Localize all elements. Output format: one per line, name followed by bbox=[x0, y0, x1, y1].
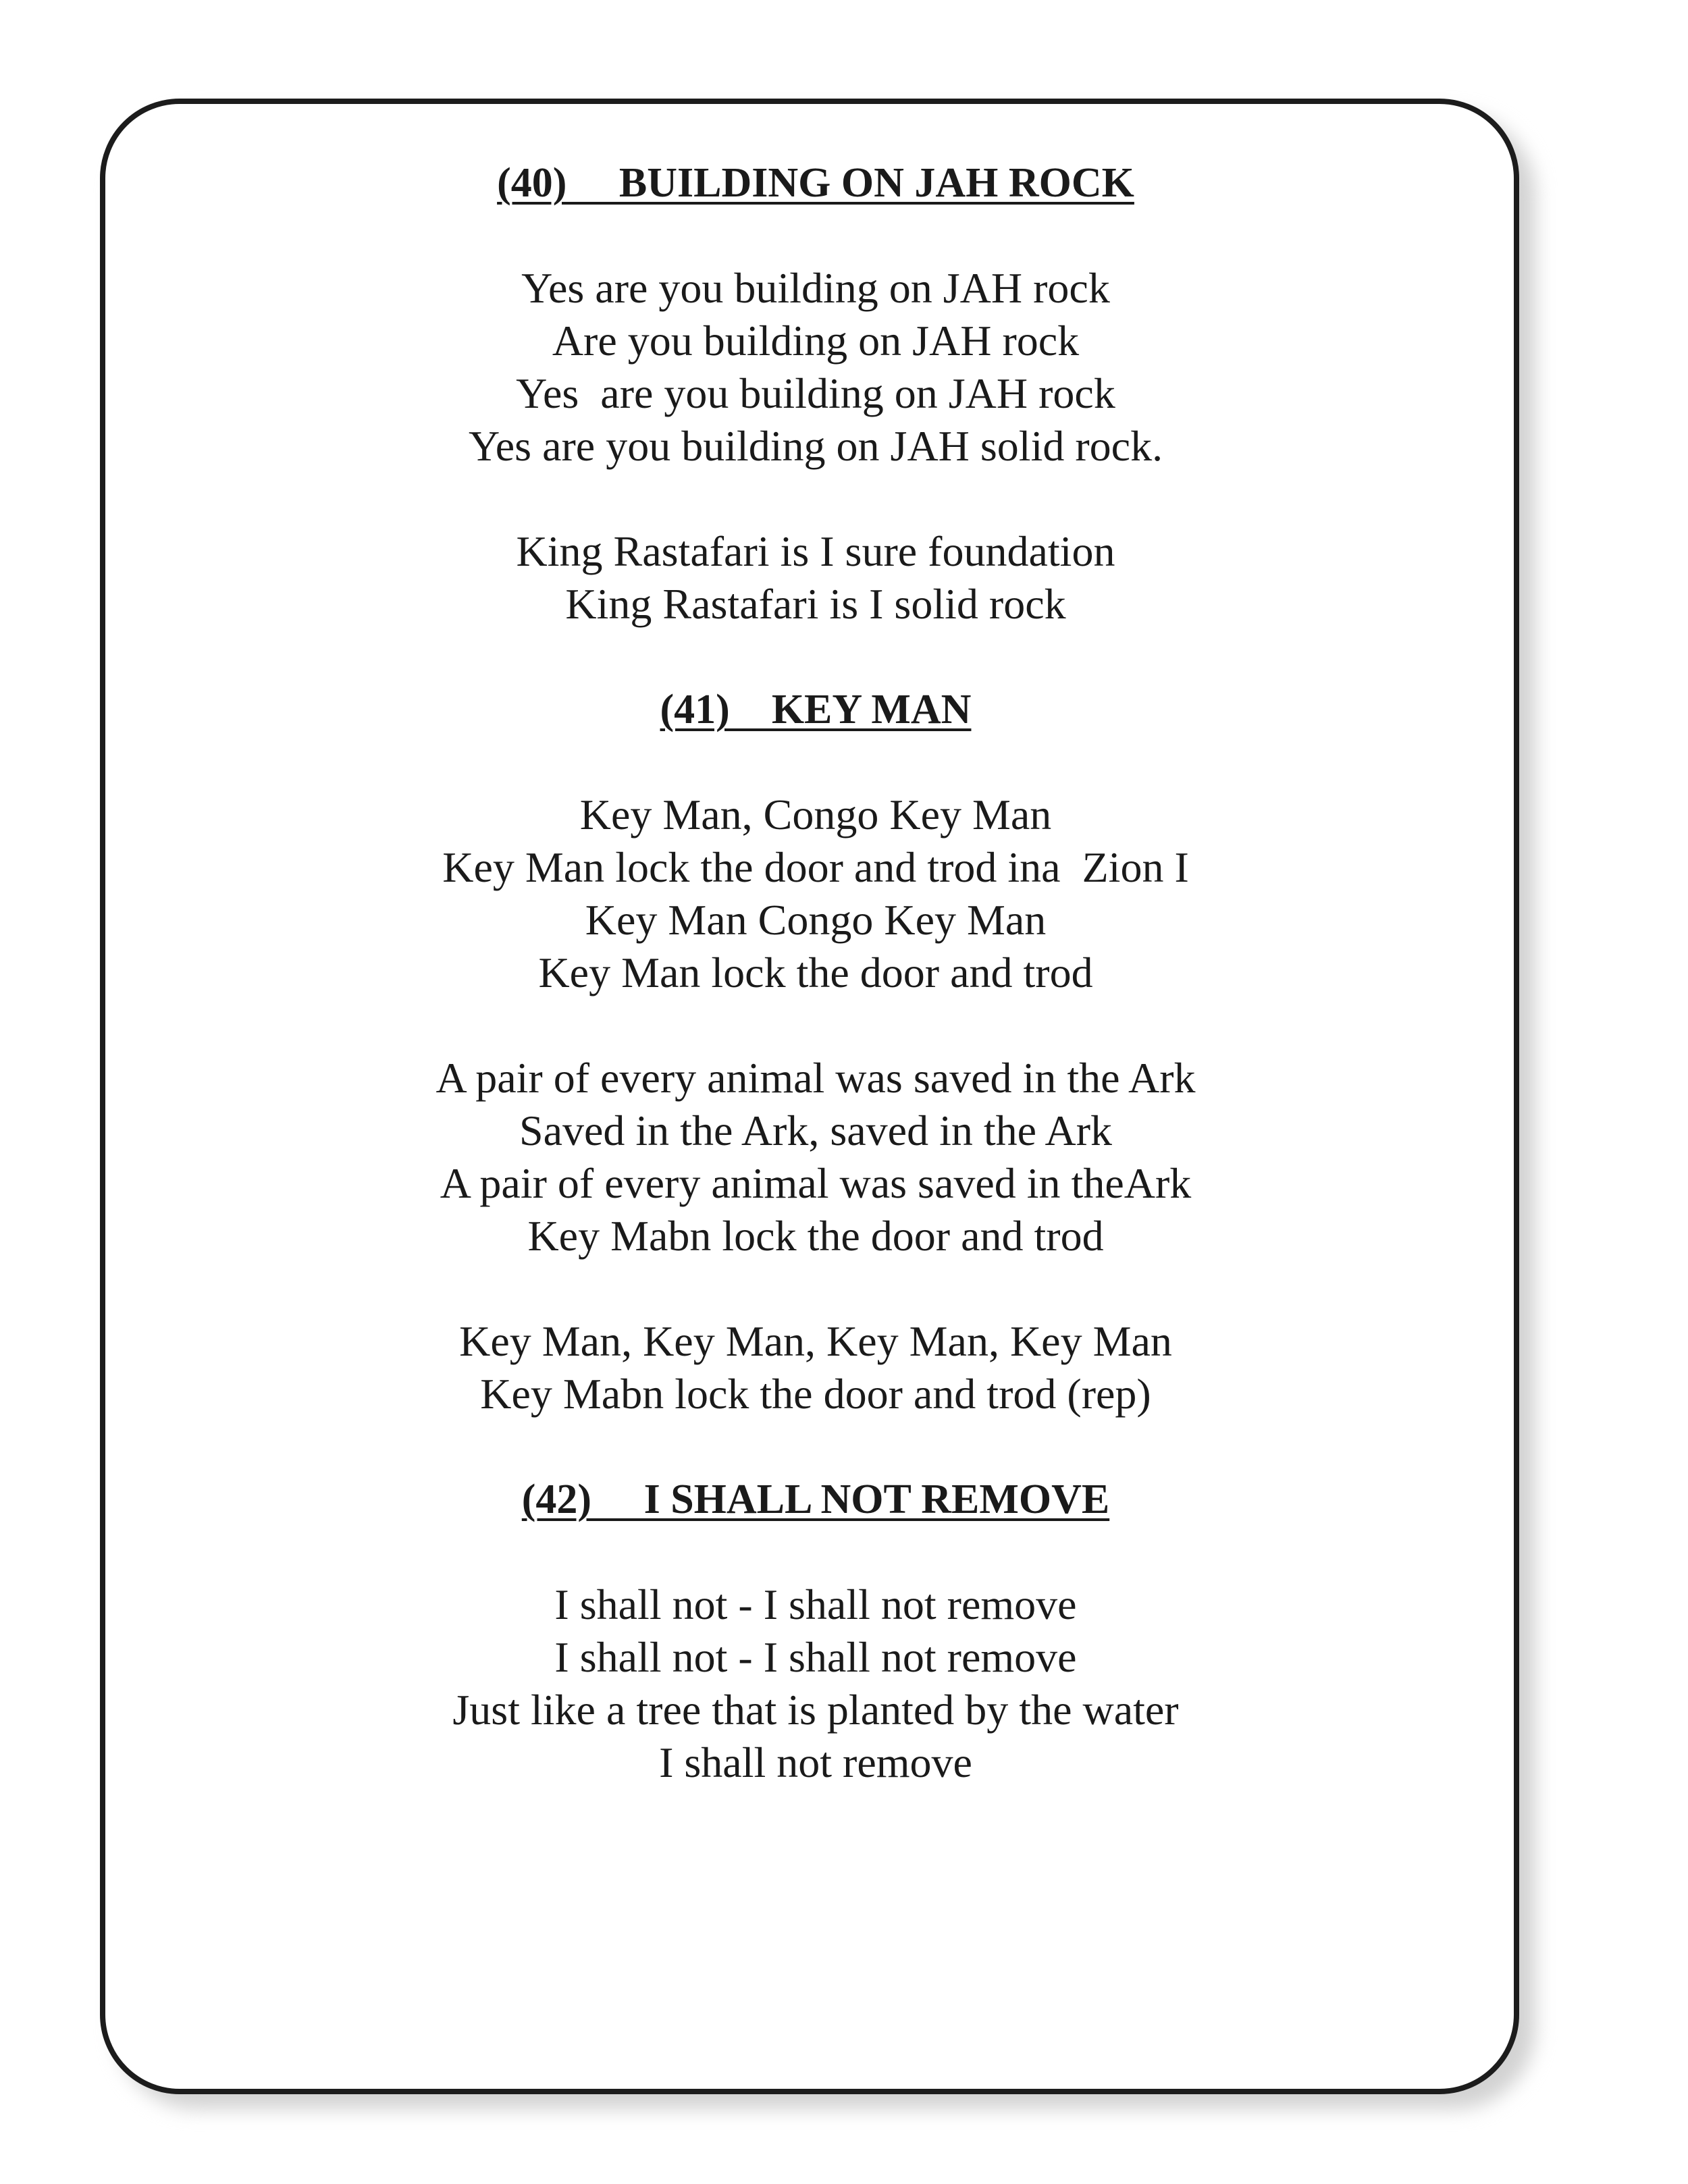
lyric-line: I shall not - I shall not remove bbox=[554, 1580, 1077, 1628]
lyric-line: King Rastafari is I solid rock bbox=[565, 580, 1066, 628]
lyric-line: Yes are you building on JAH rock bbox=[516, 369, 1115, 417]
lyric-line: Key Man Congo Key Man bbox=[585, 896, 1047, 944]
lyric-line: Are you building on JAH rock bbox=[552, 317, 1080, 365]
song-title: (42) I SHALL NOT REMOVE bbox=[521, 1476, 1110, 1522]
song-42 bbox=[0, 1473, 1631, 1789]
lyric-line: Key Mabn lock the door and trod bbox=[527, 1212, 1104, 1260]
lyric-line: I shall not remove bbox=[659, 1738, 972, 1786]
lyric-line: King Rastafari is I sure foundation bbox=[516, 527, 1115, 575]
song-title: (40) BUILDING ON JAH ROCK bbox=[497, 160, 1134, 206]
lyrics-page bbox=[0, 157, 1631, 1789]
song-title: (41) KEY MAN bbox=[660, 687, 972, 733]
lyric-line: A pair of every animal was saved in theArk bbox=[440, 1159, 1192, 1207]
lyric-line: A pair of every animal was saved in the Ark bbox=[436, 1054, 1196, 1102]
lyric-line: Yes are you building on JAH solid rock. bbox=[468, 422, 1163, 470]
lyric-line: Key Man lock the door and trod bbox=[538, 949, 1093, 996]
song-41 bbox=[0, 683, 1631, 1420]
song-40 bbox=[0, 157, 1631, 631]
lyric-line: Saved in the Ark, saved in the Ark bbox=[519, 1107, 1113, 1154]
lyric-line: Key Man lock the door and trod ina Zion I bbox=[442, 843, 1189, 891]
lyric-line: I shall not - I shall not remove bbox=[554, 1633, 1077, 1681]
lyric-line: Yes are you building on JAH rock bbox=[521, 264, 1110, 312]
lyric-line: Key Man, Key Man, Key Man, Key Man bbox=[459, 1317, 1172, 1365]
lyric-line: Key Man, Congo Key Man bbox=[579, 791, 1052, 838]
lyric-line: Just like a tree that is planted by the water bbox=[452, 1686, 1179, 1734]
lyric-line: Key Mabn lock the door and trod (rep) bbox=[480, 1370, 1151, 1418]
